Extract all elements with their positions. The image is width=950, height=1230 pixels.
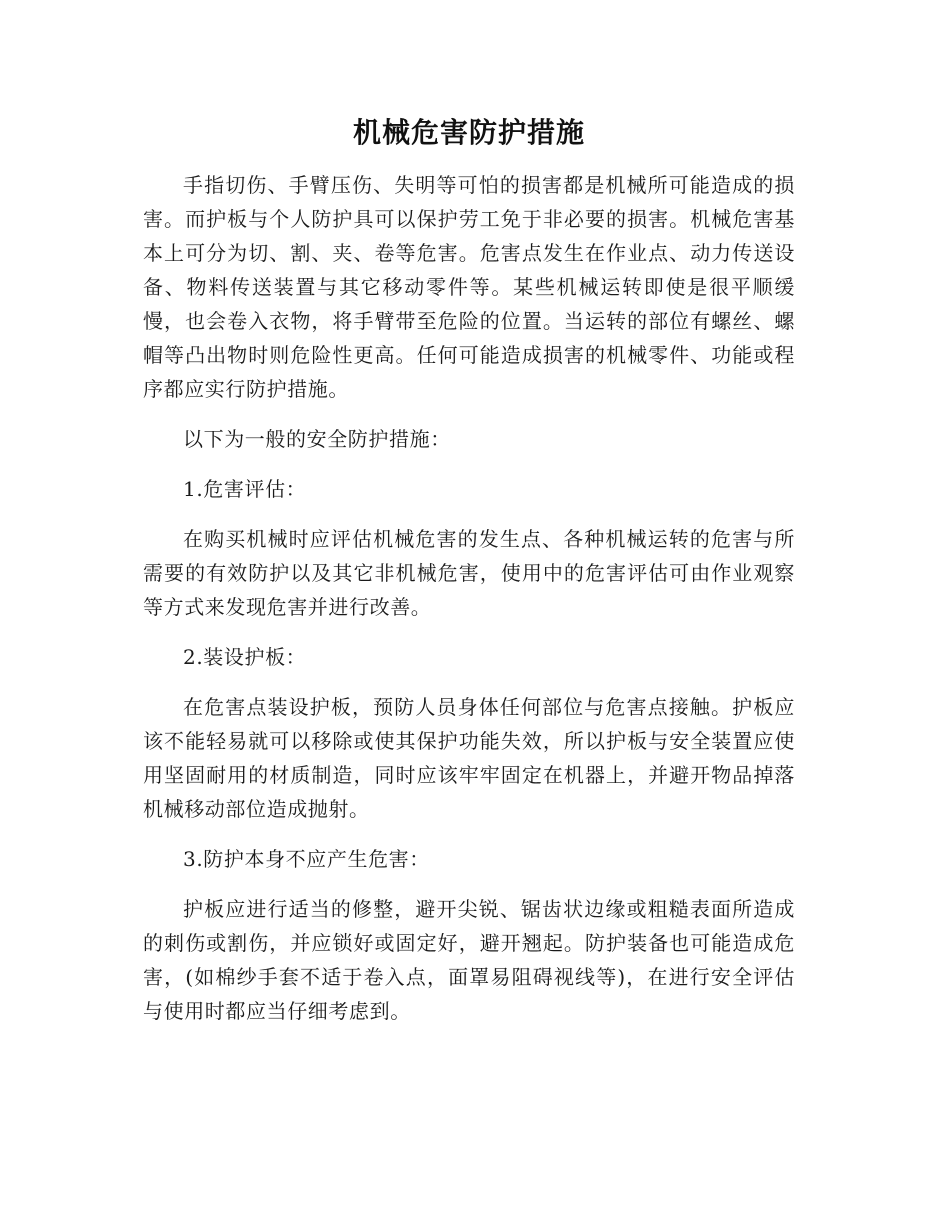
section-2-heading: 2.装设护板：	[183, 645, 307, 669]
section-2-body: 在危害点装设护板，预防人员身体任何部位与危害点接触。护板应该不能轻易就可以移除或使其保护功能失效，所以护板与安全装置应使用坚固耐用的材质制造，同时应该牢牢固定在机器上，并避开物品掉落机械移动部位造成抛射。	[143, 695, 795, 821]
document-page	[143, 110, 795, 1044]
document-title: 机械危害防护措施	[352, 116, 585, 149]
section-1-body: 在购买机械时应评估机械危害的发生点、各种机械运转的危害与所需要的有效防护以及其它非机械危害，使用中的危害评估可由作业观察等方式来发现危害并进行改善。	[143, 527, 795, 619]
section-1-heading: 1.危害评估：	[183, 477, 307, 501]
intro-paragraph: 手指切伤、手臂压伤、失明等可怕的损害都是机械所可能造成的损害。而护板与个人防护具可以保护劳工免于非必要的损害。机械危害基本上可分为切、割、夹、卷等危害。危害点发生在作业点、动力传送设备、物料传送装置与其它移动零件等。某些机械运转即使是很平顺缓慢，也会卷入衣物，将手臂带至危险的位置。当运转的部位有螺丝、螺帽等凸出物时则危险性更高。任何可能造成损害的机械零件、功能或程序都应实行防护措施。	[143, 173, 795, 401]
lead-paragraph: 以下为一般的安全防护措施：	[183, 427, 451, 451]
section-3-body: 护板应进行适当的修整，避开尖锐、锯齿状边缘或粗糙表面所造成的刺伤或割伤，并应锁好或固定好，避开翘起。防护装备也可能造成危害，(如棉纱手套不适于卷入点，面罩易阻碍视线等)，在进行安全评估与使用时都应当仔细考虑到。	[143, 897, 795, 1023]
section-3-heading: 3.防护本身不应产生危害：	[183, 847, 430, 871]
